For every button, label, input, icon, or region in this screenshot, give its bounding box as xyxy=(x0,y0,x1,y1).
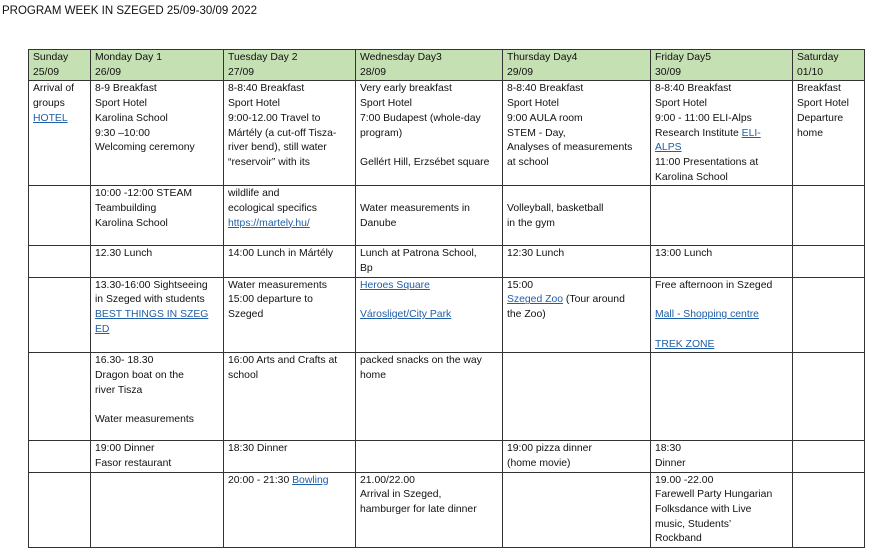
header-cell-sunday: Sunday 25/09 xyxy=(29,50,91,81)
schedule-text: music, Students’ xyxy=(655,518,732,530)
schedule-text: Karolina School xyxy=(95,217,168,229)
schedule-cell-saturday xyxy=(793,186,865,246)
schedule-text: Research Institute xyxy=(655,127,742,139)
schedule-text: 8-8:40 Breakfast xyxy=(655,83,732,95)
schedule-cell-friday xyxy=(651,277,793,352)
schedule-text: Breakfast xyxy=(797,83,841,95)
schedule-cell-thursday xyxy=(503,472,651,548)
schedule-text: Szeged xyxy=(228,309,264,321)
schedule-text: 15:00 xyxy=(507,279,534,291)
schedule-cell-saturday xyxy=(793,81,865,186)
schedule-text: 13:00 Lunch xyxy=(655,248,713,260)
schedule-text: Rockband xyxy=(655,533,702,545)
blank-line xyxy=(507,187,646,202)
schedule-cell-tuesday xyxy=(224,277,356,352)
schedule-link[interactable]: Mall - Shopping centre xyxy=(655,309,759,321)
schedule-link[interactable]: Heroes Square xyxy=(360,279,430,291)
schedule-text: Sport Hotel xyxy=(507,98,559,110)
page-title: PROGRAM WEEK IN SZEGED 25/09-30/09 2022 xyxy=(2,5,258,17)
schedule-text: 19.00 -22.00 xyxy=(655,474,714,486)
blank-line xyxy=(655,293,788,308)
schedule-text: 12.30 Lunch xyxy=(95,248,153,260)
schedule-link[interactable]: ALPS xyxy=(655,142,682,154)
schedule-text: at school xyxy=(507,156,549,168)
schedule-cell-friday xyxy=(651,81,793,186)
schedule-cell-saturday xyxy=(793,246,865,277)
schedule-cell-friday xyxy=(651,186,793,246)
schedule-text: hamburger for late dinner xyxy=(360,504,477,516)
schedule-text: Bp xyxy=(360,263,373,275)
schedule-cell-wednesday xyxy=(356,472,503,548)
schedule-text: 19:00 Dinner xyxy=(95,443,155,455)
schedule-text: Farewell Party Hungarian xyxy=(655,489,773,501)
schedule-text: ecological specifics xyxy=(228,203,317,215)
schedule-text: Volleyball, basketball xyxy=(507,203,604,215)
schedule-text: Sport Hotel xyxy=(95,98,147,110)
schedule-text: program) xyxy=(360,127,403,139)
schedule-text: 16.30- 18.30 xyxy=(95,355,154,367)
header-cell-friday: Friday Day5 30/09 xyxy=(651,50,793,81)
schedule-link[interactable]: Bowling xyxy=(292,474,329,486)
schedule-text: packed snacks on the way xyxy=(360,355,482,367)
schedule-text: Dragon boat on the xyxy=(95,369,184,381)
schedule-text: school xyxy=(228,369,259,381)
schedule-cell-sunday xyxy=(29,472,91,548)
schedule-cell-monday xyxy=(91,246,224,277)
header-cell-thursday: Thursday Day4 29/09 xyxy=(503,50,651,81)
schedule-cell-tuesday xyxy=(224,81,356,186)
schedule-cell-tuesday xyxy=(224,186,356,246)
schedule-cell-tuesday xyxy=(224,353,356,441)
schedule-text: Mártély (a cut-off Tisza- xyxy=(228,127,337,139)
schedule-text: 11:00 Presentations at xyxy=(655,156,759,168)
schedule-cell-wednesday xyxy=(356,441,503,472)
schedule-cell-thursday xyxy=(503,246,651,277)
schedule-cell-sunday xyxy=(29,246,91,277)
blank-line xyxy=(360,141,498,156)
schedule-text: Sport Hotel xyxy=(797,98,849,110)
schedule-text: 10:00 -12:00 STEAM xyxy=(95,188,193,200)
schedule-text: Water measurements in xyxy=(360,203,470,215)
schedule-text: home xyxy=(797,127,823,139)
schedule-text: Karolina School xyxy=(655,171,728,183)
schedule-text: 9:00 AULA room xyxy=(507,112,583,124)
schedule-cell-sunday xyxy=(29,277,91,352)
schedule-cell-thursday xyxy=(503,353,651,441)
schedule-cell-thursday xyxy=(503,441,651,472)
schedule-text: 19:00 pizza dinner xyxy=(507,443,592,455)
schedule-line xyxy=(228,474,351,489)
schedule-link[interactable]: ED xyxy=(95,323,110,335)
schedule-link[interactable]: Városliget/City Park xyxy=(360,309,452,321)
schedule-cell-thursday xyxy=(503,81,651,186)
schedule-link[interactable]: Szeged Zoo xyxy=(507,294,564,306)
schedule-cell-thursday xyxy=(503,186,651,246)
schedule-cell-saturday xyxy=(793,277,865,352)
schedule-text: in Szeged with students xyxy=(95,294,205,306)
header-row xyxy=(29,50,865,81)
schedule-text: Arrival in Szeged, xyxy=(360,489,442,501)
schedule-cell-saturday xyxy=(793,441,865,472)
schedule-line xyxy=(507,293,646,308)
schedule-text: 16:00 Arts and Crafts at xyxy=(228,355,338,367)
schedule-text: 12:30 Lunch xyxy=(507,248,565,260)
schedule-text: Free afternoon in Szeged xyxy=(655,279,773,291)
schedule-text: (Tour around xyxy=(563,294,625,306)
schedule-text: Sport Hotel xyxy=(228,98,280,110)
schedule-link[interactable]: BEST THINGS IN SZEG xyxy=(95,309,209,321)
schedule-text: 8-8:40 Breakfast xyxy=(507,83,584,95)
schedule-text: Very early breakfast xyxy=(360,83,452,95)
schedule-text: 9:00-12.00 Travel to xyxy=(228,112,321,124)
header-cell-monday: Monday Day 1 26/09 xyxy=(91,50,224,81)
schedule-text: Sport Hotel xyxy=(655,98,707,110)
schedule-text: Gellért Hill, Erzsébet square xyxy=(360,156,490,168)
schedule-cell-wednesday xyxy=(356,353,503,441)
schedule-row xyxy=(29,472,865,548)
schedule-cell-friday xyxy=(651,246,793,277)
blank-line xyxy=(655,323,788,338)
schedule-text: wildlife and xyxy=(228,188,280,200)
schedule-text: 18:30 xyxy=(655,443,682,455)
schedule-cell-wednesday xyxy=(356,186,503,246)
schedule-text: Water measurements xyxy=(228,279,327,291)
header-cell-wednesday: Wednesday Day3 28/09 xyxy=(356,50,503,81)
schedule-table xyxy=(28,49,865,548)
schedule-text: Departure xyxy=(797,112,844,124)
schedule-text: Arrival of xyxy=(33,83,74,95)
schedule-text: 8-9 Breakfast xyxy=(95,83,157,95)
schedule-text: Karolina School xyxy=(95,112,168,124)
schedule-cell-saturday xyxy=(793,353,865,441)
schedule-row xyxy=(29,353,865,441)
schedule-cell-friday xyxy=(651,441,793,472)
schedule-cell-monday xyxy=(91,353,224,441)
schedule-text: Danube xyxy=(360,217,397,229)
schedule-cell-tuesday xyxy=(224,472,356,548)
schedule-text: river bend), still water xyxy=(228,142,327,154)
schedule-cell-sunday xyxy=(29,81,91,186)
schedule-cell-monday xyxy=(91,277,224,352)
schedule-text: Sport Hotel xyxy=(360,98,412,110)
schedule-text: “reservoir” with its xyxy=(228,156,310,168)
schedule-text: the Zoo) xyxy=(507,309,546,321)
schedule-text: Welcoming ceremony xyxy=(95,142,195,154)
schedule-text: 13.30-16:00 Sightseeing xyxy=(95,279,208,291)
schedule-text: home xyxy=(360,369,386,381)
schedule-cell-monday xyxy=(91,472,224,548)
schedule-cell-monday xyxy=(91,441,224,472)
header-cell-saturday: Saturday 01/10 xyxy=(793,50,865,81)
schedule-text: Analyses of measurements xyxy=(507,142,633,154)
schedule-cell-monday xyxy=(91,81,224,186)
schedule-cell-wednesday xyxy=(356,81,503,186)
schedule-text: Fasor restaurant xyxy=(95,457,172,469)
schedule-cell-monday xyxy=(91,186,224,246)
schedule-cell-wednesday xyxy=(356,246,503,277)
schedule-text: 15:00 departure to xyxy=(228,294,313,306)
schedule-cell-sunday xyxy=(29,186,91,246)
schedule-text: 14:00 Lunch in Mártély xyxy=(228,248,334,260)
schedule-text: 20:00 - 21:30 xyxy=(228,474,293,486)
schedule-cell-friday xyxy=(651,472,793,548)
schedule-row xyxy=(29,81,865,186)
schedule-link[interactable]: ELI- xyxy=(741,127,761,139)
blank-line xyxy=(95,398,219,413)
schedule-text: in the gym xyxy=(507,217,555,229)
schedule-cell-sunday xyxy=(29,353,91,441)
schedule-row xyxy=(29,246,865,277)
schedule-text: STEM - Day, xyxy=(507,127,566,139)
schedule-text: (home movie) xyxy=(507,457,571,469)
schedule-link[interactable]: HOTEL xyxy=(33,112,68,124)
schedule-text: Water measurements xyxy=(95,414,194,426)
schedule-cell-tuesday xyxy=(224,246,356,277)
schedule-text: 7:00 Budapest (whole-day xyxy=(360,112,481,124)
schedule-row xyxy=(29,186,865,246)
schedule-cell-friday xyxy=(651,353,793,441)
schedule-cell-sunday xyxy=(29,441,91,472)
schedule-row xyxy=(29,441,865,472)
schedule-text: 9:30 –10:00 xyxy=(95,127,150,139)
schedule-cell-tuesday xyxy=(224,441,356,472)
schedule-link[interactable]: TREK ZONE xyxy=(655,338,715,350)
schedule-text: river Tisza xyxy=(95,384,143,396)
schedule-text: Dinner xyxy=(655,457,686,469)
schedule-text: 9:00 - 11:00 ELI-Alps xyxy=(655,112,752,124)
header-cell-tuesday: Tuesday Day 2 27/09 xyxy=(224,50,356,81)
blank-line xyxy=(360,293,498,308)
schedule-text: Teambuilding xyxy=(95,203,157,215)
schedule-cell-thursday xyxy=(503,277,651,352)
schedule-cell-wednesday xyxy=(356,277,503,352)
schedule-text: 18:30 Dinner xyxy=(228,443,288,455)
schedule-text: 8-8:40 Breakfast xyxy=(228,83,305,95)
schedule-text: groups xyxy=(33,98,65,110)
schedule-cell-saturday xyxy=(793,472,865,548)
schedule-line xyxy=(655,127,788,142)
schedule-text: Folksdance with Live xyxy=(655,504,752,516)
schedule-link[interactable]: https://martely.hu/ xyxy=(228,217,310,229)
schedule-row xyxy=(29,277,865,352)
blank-line xyxy=(360,187,498,202)
schedule-text: Lunch at Patrona School, xyxy=(360,248,477,260)
schedule-text: 21.00/22.00 xyxy=(360,474,415,486)
